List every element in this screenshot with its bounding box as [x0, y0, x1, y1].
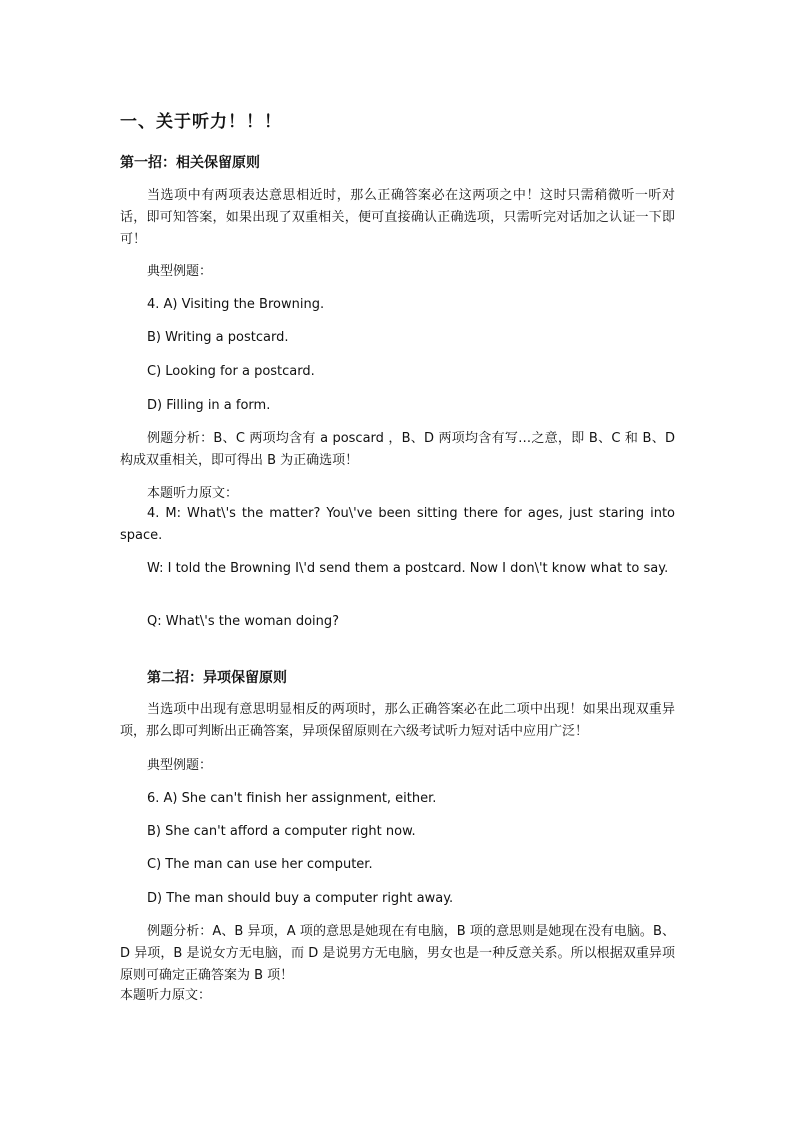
section1-option-a: 4. A) Visiting the Browning.	[147, 297, 325, 312]
section1-example-label: 典型例题：	[147, 264, 213, 279]
section2-example-label: 典型例题：	[147, 758, 213, 773]
section1-option-c: C) Looking for a postcard.	[147, 364, 315, 379]
section2-option-a: 6. A) She can't finish her assignment, either.	[147, 791, 437, 806]
section1-title: 第一招：相关保留原则	[120, 155, 260, 171]
page-heading: 一、关于听力！！！	[120, 112, 282, 132]
section2-intro: 当选项中出现有意思明显相反的两项时，那么正确答案必在此二项中出现！如果出现双重异项，那么即可判断出正确答案，异项保留原则在六级考试听力短对话中应用广泛！	[120, 702, 675, 739]
section1-analysis: 例题分析：B、C 两项均含有 a poscard ，B、D 两项均含有写…之意，即 B、C 和 B、D 构成双重相关，即可得出 B 为正确选项！	[120, 431, 675, 468]
section1-option-b: B) Writing a postcard.	[147, 330, 289, 345]
section1-transcript-q: Q: What\'s the woman doing?	[147, 614, 340, 629]
section1-intro: 当选项中有两项表达意思相近时，那么正确答案必在这两项之中！这时只需稍微听一听对话，即可知答案，如果出现了双重相关，便可直接确认正确选项，只需听完对话加之认证一下即可！	[120, 188, 675, 247]
section2-option-d: D) The man should buy a computer right away.	[147, 891, 454, 906]
section2-option-c: C) The man can use her computer.	[147, 857, 373, 872]
section2-title: 第二招：异项保留原则	[147, 670, 287, 686]
section1-transcript-m: 4. M: What\'s the matter? You\'ve been sitting there for ages, just staring into space.	[120, 506, 675, 543]
section2-transcript-label: 本题听力原文：	[120, 988, 212, 1003]
section2-option-b: B) She can't afford a computer right now.	[147, 824, 416, 839]
section1-transcript-w: W: I told the Browning I\'d send them a postcard. Now I don\'t know what to say.	[147, 561, 669, 576]
section1-option-d: D) Filling in a form.	[147, 398, 271, 413]
section2-analysis: 例题分析：A、B 异项，A 项的意思是她现在有电脑，B 项的意思则是她现在没有电脑。B、D 异项，B 是说女方无电脑，而 D 是说男方无电脑，男女也是一种反意关系。所以根据双重异项原则可确定正确答案为 B 项！	[120, 924, 675, 983]
section1-transcript-label: 本题听力原文：	[147, 486, 239, 501]
